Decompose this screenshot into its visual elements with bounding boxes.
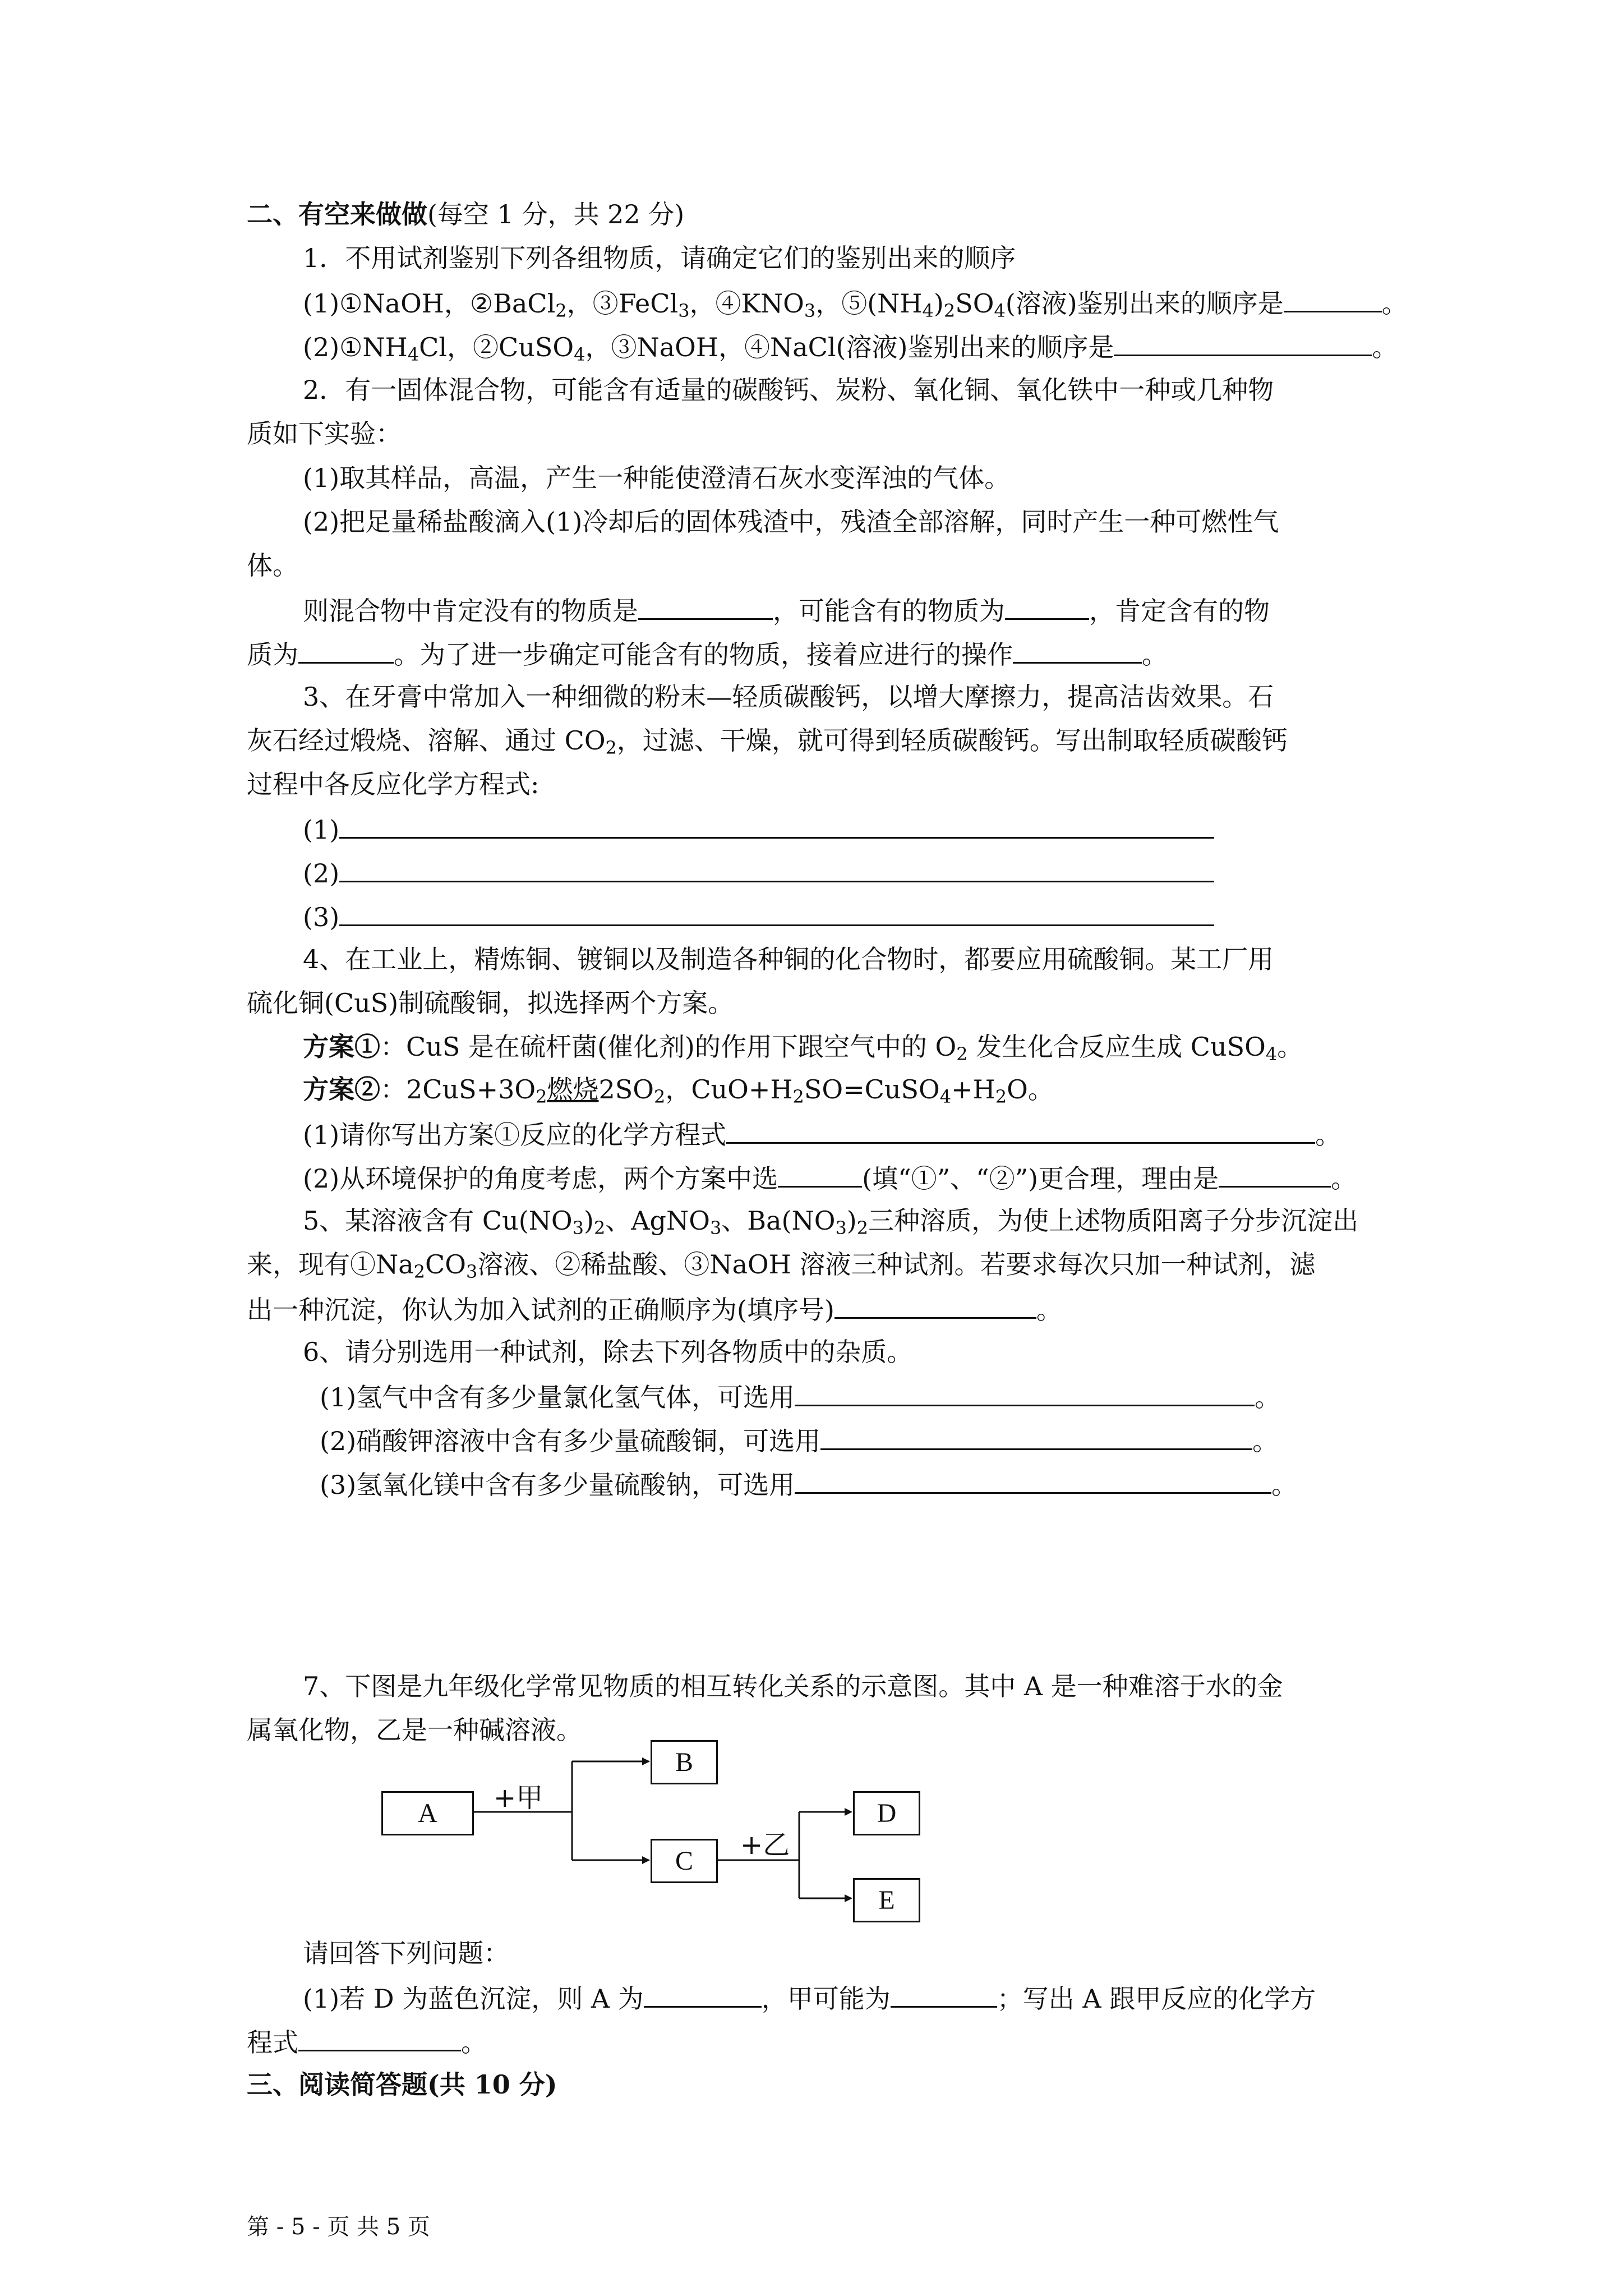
q2-line1: 2．有一固体混合物，可能含有适量的碳酸钙、炭粉、氧化铜、氧化铁中一种或几种物 xyxy=(303,375,1274,405)
label-jia: +甲 xyxy=(494,1782,543,1814)
q3-eq1: (1) xyxy=(303,811,1214,846)
node-d: D xyxy=(853,1791,920,1835)
q4-line2: 硫化铜(CuS)制硫酸铜，拟选择两个方案。 xyxy=(247,988,734,1018)
section-2-title: 二、有空来做做 xyxy=(247,199,427,229)
node-e: E xyxy=(853,1878,920,1922)
q4-scheme1: 方案①：CuS 是在硫杆菌(催化剂)的作用下跟空气中的 $O_2$ 发生化合反应生成 CuSO$_4$。 xyxy=(303,1032,1303,1065)
q5-line2: 来，现有$①Na_2CO_3$溶液、②稀盐酸、③NaOH 溶液三种试剂。若要求每次只加一种试剂，滤 xyxy=(247,1249,1316,1282)
q6-c: (3)氢氧化镁中含有多少量硫酸钠，可选用 。 xyxy=(320,1466,1297,1502)
q1-part2: $(2)①NH_4Cl$，②CuSO$_4$，③NaOH，④NaCl(溶液)鉴别出来的顺序是 。 xyxy=(303,329,1398,364)
q4-ask2: (2)从环境保护的角度考虑，两个方案中选 (填“①”、“②”)更合理，理由是 。 xyxy=(303,1160,1357,1195)
q2-line5: 体。 xyxy=(247,550,298,581)
q6-a: (1)氢气中含有多少量氯化氢气体，可选用 。 xyxy=(320,1379,1280,1414)
q7-line2: 属氧化物，乙是一种碱溶液。 xyxy=(247,1715,582,1745)
answer-blank[interactable] xyxy=(298,2024,461,2051)
q1-part1: (1)①NaOH，②BaCl$_2$，③FeCl$_3$，$④KNO_3$，$⑤(NH_4)_2SO_4$(溶液)鉴别出来的顺序是 。 xyxy=(303,285,1408,320)
q2-line7: 质为 。为了进一步确定可能含有的物质，接着应进行的操作 。 xyxy=(247,636,1168,671)
q4-scheme2: 方案②：$2CuS+3O_2$燃烧$2SO_2$，$CuO+H_2SO=CuSO_4+H_2O$。 xyxy=(303,1074,1054,1107)
node-a: A xyxy=(381,1791,474,1835)
q5-line1: 5、某溶液含有 $Cu(NO_3)_2$、AgNO$_3$、$Ba(NO_3)_2$三种溶质，为使上述物质阳离子分步沉淀出 xyxy=(303,1205,1359,1239)
page-footer: 第 - 5 - 页 共 5 页 xyxy=(247,2214,430,2240)
q6-b: (2)硝酸钾溶液中含有多少量硫酸铜，可选用 。 xyxy=(320,1423,1278,1458)
q3-eq3: (3) xyxy=(303,899,1214,934)
answer-blank[interactable] xyxy=(891,1980,997,2008)
node-c: C xyxy=(651,1839,718,1883)
q2-line2: 质如下实验： xyxy=(247,418,402,449)
section-2-score: (每空 1 分，共 22 分) xyxy=(427,199,685,229)
q7-answer-line1: (1)若 D 为蓝色沉淀，则 A 为 ，甲可能为 ；写出 A 跟甲反应的化学方 xyxy=(303,1980,1316,2016)
label-yi: +乙 xyxy=(740,1829,790,1861)
q6-line1: 6、请分别选用一种试剂，除去下列各物质中的杂质。 xyxy=(303,1337,913,1367)
q7-line1: 7、下图是九年级化学常见物质的相互转化关系的示意图。其中 A 是一种难溶于水的金 xyxy=(303,1671,1283,1701)
q3-line1: 3、在牙膏中常加入一种细微的粉末—轻质碳酸钙，以增大摩擦力，提高洁齿效果。石 xyxy=(303,682,1274,712)
q1-stem: 1．不用试剂鉴别下列各组物质，请确定它们的鉴别出来的顺序 xyxy=(303,243,1016,273)
node-b: B xyxy=(651,1740,718,1784)
q4-ask1: (1)请你写出方案①反应的化学方程式 。 xyxy=(303,1116,1341,1152)
q4-line1: 4、在工业上，精炼铜、镀铜以及制造各种铜的化合物时，都要应用硫酸铜。某工厂用 xyxy=(303,944,1274,974)
q2-line3: (1)取其样品，高温，产生一种能使澄清石灰水变浑浊的气体。 xyxy=(303,463,1011,493)
q2-line4: (2)把足量稀盐酸滴入(1)冷却后的固体残渣中，残渣全部溶解，同时产生一种可燃性气 xyxy=(303,507,1279,537)
q7-ask: 请回答下列问题： xyxy=(303,1938,509,1968)
q7-answer-line2: 程式 。 xyxy=(247,2024,487,2059)
q3-line2: 灰石经过煅烧、溶解、通过 $CO_2$，过滤、干燥，就可得到轻质碳酸钙。写出制取轻质碳酸钙 xyxy=(247,725,1288,758)
answer-blank[interactable] xyxy=(644,1980,762,2008)
section-3-heading: 三、阅读简答题(共 10 分) xyxy=(247,2069,557,2100)
q3-line3: 过程中各反应化学方程式: xyxy=(247,769,540,799)
q2-line6: 则混合物中肯定没有的物质是 ，可能含有的物质为 ，肯定含有的物 xyxy=(303,592,1270,628)
q3-eq2: (2) xyxy=(303,855,1214,890)
q5-line3: 出一种沉淀，你认为加入试剂的正确顺序为(填序号) 。 xyxy=(247,1291,1062,1327)
